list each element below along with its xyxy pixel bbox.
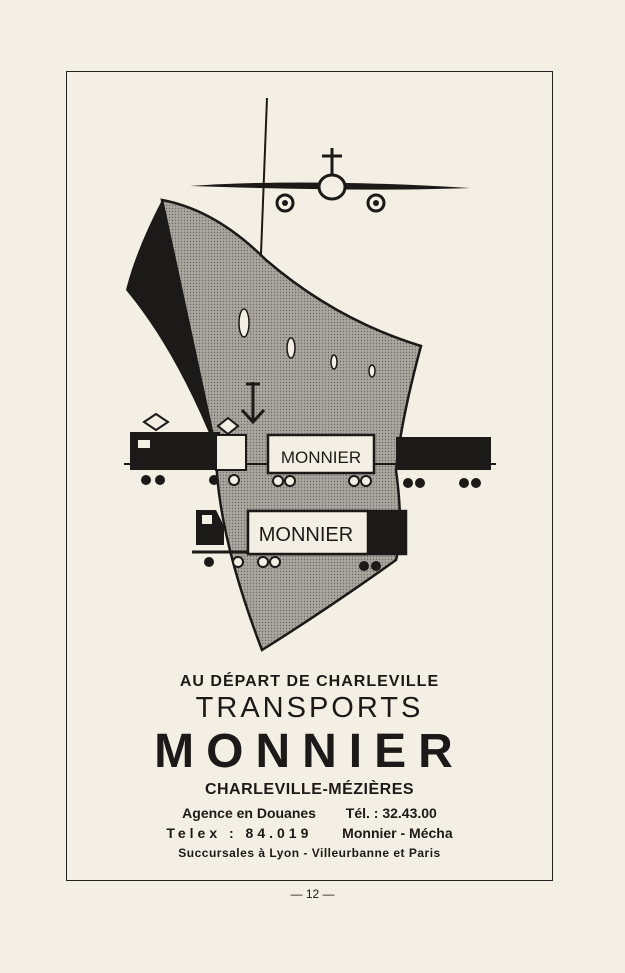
airplane-icon	[190, 148, 470, 211]
ad-brand: MONNIER	[154, 725, 465, 778]
ad-branches: Succursales à Lyon - Villeurbanne et Paris	[178, 846, 441, 860]
ad-subtitle: TRANSPORTS	[195, 692, 424, 724]
ad-contact-line	[66, 805, 553, 821]
transport-illustration	[66, 90, 553, 660]
telex-number: Telex : 84.019	[166, 825, 313, 841]
ad-telex-line	[66, 825, 553, 841]
page-number: — 12 —	[290, 887, 335, 901]
ad-kicker: AU DÉPART DE CHARLEVILLE	[179, 673, 440, 690]
customs-agency: Agence en Douanes	[182, 805, 316, 821]
ship-hull	[162, 200, 421, 650]
ad-city: CHARLEVILLE-MÉZIÈRES	[204, 781, 415, 798]
phone-number: Tél. : 32.43.00	[345, 805, 437, 821]
mast	[260, 98, 267, 280]
wagon-label: MONNIER	[280, 448, 362, 467]
porthole	[287, 338, 295, 358]
truck-label: MONNIER	[258, 524, 354, 546]
telex-name: Monnier - Mécha	[342, 825, 453, 841]
wagon-dark	[396, 437, 491, 488]
porthole	[239, 309, 249, 337]
porthole	[369, 365, 375, 377]
porthole	[331, 355, 337, 369]
